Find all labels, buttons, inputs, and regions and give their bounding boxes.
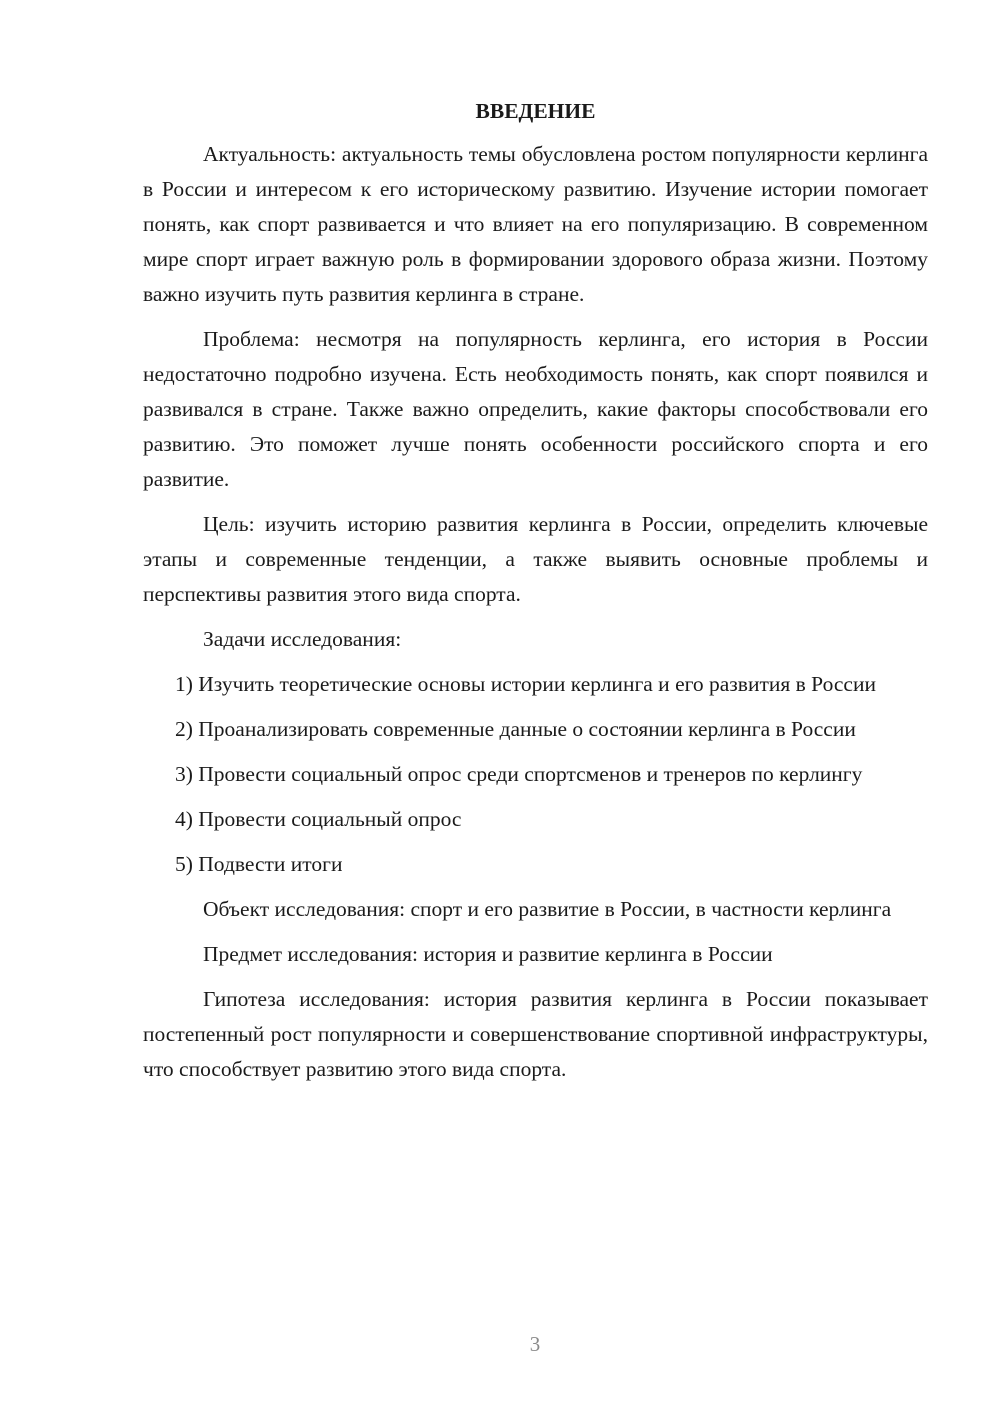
document-page: [143, 96, 928, 1087]
list-item: 4) Провести социальный опрос: [175, 807, 462, 831]
list-item: 5) Подвести итоги: [175, 852, 343, 876]
hypothesis-paragraph: Гипотеза исследования: история развития керлинга в России показывает постепенный рост популярности и совершенствование спортивной инфраструктуры, что способствует развитию этого вида спорта.: [143, 987, 928, 1081]
relevance-paragraph: Актуальность: актуальность темы обусловлена ростом популярности керлинга в России и интересом к его историческому развитию. Изучение истории помогает понять, как спорт развивается и что влияет на его популяризацию. В современном мире спорт играет важную роль в формировании здорового образа жизни. Поэтому важно изучить путь развития керлинга в стране.: [143, 142, 928, 306]
subject-paragraph: Предмет исследования: история и развитие керлинга в России: [203, 942, 773, 966]
list-item: 2) Проанализировать современные данные о состоянии керлинга в России: [175, 717, 856, 741]
object-paragraph: Объект исследования: спорт и его развитие в России, в частности керлинга: [203, 897, 892, 921]
section-title: ВВЕДЕНИЕ: [475, 99, 596, 123]
page-number: 3: [529, 1332, 541, 1356]
problem-paragraph: Проблема: несмотря на популярность керлинга, его история в России недостаточно подробно изучена. Есть необходимость понять, как спорт появился и развивался в стране. Также важно определить, какие факторы способствовали его развитию. Это поможет лучше понять особенности российского спорта и его развитие.: [143, 327, 928, 491]
tasks-list: [143, 667, 928, 882]
goal-paragraph: Цель: изучить историю развития керлинга в России, определить ключевые этапы и современные тенденции, а также выявить основные проблемы и перспективы развития этого вида спорта.: [143, 512, 928, 606]
list-item: 1) Изучить теоретические основы истории керлинга и его развития в России: [175, 672, 876, 696]
tasks-heading: Задачи исследования:: [203, 627, 402, 651]
list-item: 3) Провести социальный опрос среди спортсменов и тренеров по керлингу: [175, 762, 863, 786]
